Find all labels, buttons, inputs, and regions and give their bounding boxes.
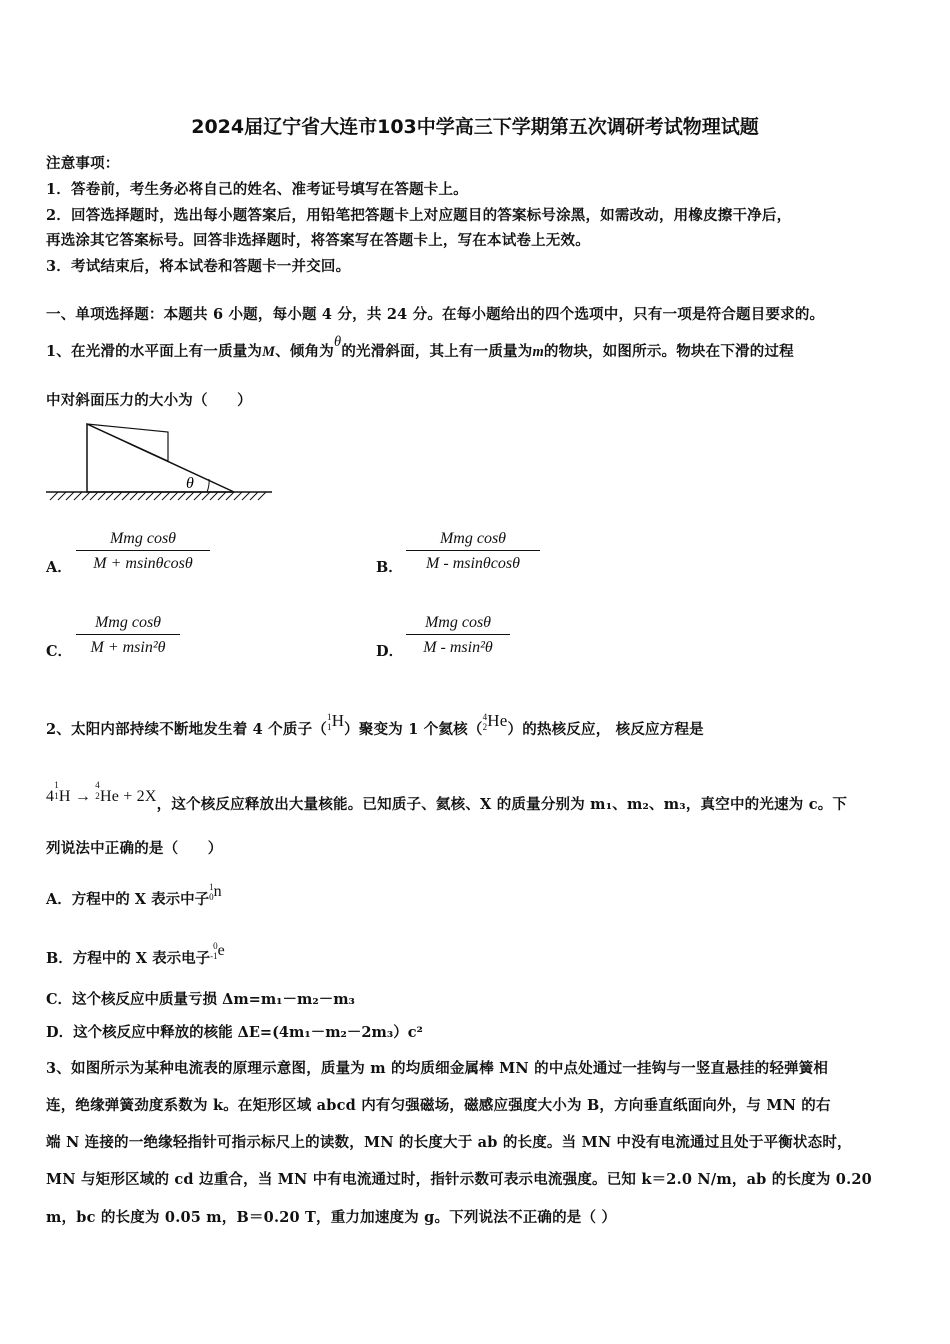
q3-line3: 端 N 连接的一绝缘轻指针可指示标尺上的读数，MN 的长度大于 ab 的长度。当 MN 中没有电流通过且处于平衡状态时，	[46, 1134, 852, 1151]
q2-option-a: A．方程中的 X 表示中子1 0n	[46, 882, 222, 908]
notice-item-2: 2．回答选择题时，选出每小题答案后，用铅笔把答题卡上对应题目的答案标号涂黑，如需改动，用橡皮擦干净后，	[46, 207, 792, 224]
q1-option-c-label: C．	[46, 643, 73, 660]
q3-line2: 连，绝缘弹簧劲度系数为 k。在矩形区域 abcd 内有匀强磁场，磁感应强度大小为 B，方向垂直纸面向外，与 MN 的右	[46, 1097, 831, 1114]
q3-line4: MN 与矩形区域的 cd 边重合，当 MN 中有电流通过时，指针示数可表示电流强度。已知 k＝2.0 N/m，ab 的长度为 0.20	[46, 1171, 872, 1188]
q1-option-d-label: D．	[376, 643, 404, 660]
helium-nuclide: 4 2He	[482, 711, 508, 732]
block-on-incline	[87, 424, 168, 461]
electron-nuclide: 0 -1e	[210, 941, 225, 961]
notice-item-2-cont: 再选涂其它答案标号。回答非选择题时，将答案写在答题卡上，写在本试卷上无效。	[46, 232, 590, 249]
neutron-nuclide: 1 0n	[209, 882, 222, 902]
angle-label: θ	[186, 475, 194, 492]
angle-arc	[207, 479, 209, 492]
q1-option-a-formula: Mmg cosθ M + msinθcosθ	[76, 530, 210, 573]
notice-item-1: 1．答卷前，考生务必将自己的姓名、准考证号填写在答题卡上。	[46, 181, 468, 198]
notice-heading: 注意事项：	[46, 155, 120, 172]
q2-option-b: B．方程中的 X 表示电子0 -1e	[46, 941, 225, 967]
q1-option-a-label: A．	[46, 559, 72, 576]
reaction-equation: 41 1H → 4 2He + 2X	[46, 780, 157, 805]
incline-figure	[44, 418, 276, 504]
section-heading: 一、单项选择题：本题共 6 小题，每小题 4 分，共 24 分。在每小题给出的四个选项中，只有一项是符合题目要求的。	[46, 306, 825, 323]
q3-line5: m，bc 的长度为 0.05 m，B＝0.20 T，重力加速度为 g。下列说法不正确的是（ ）	[46, 1209, 617, 1226]
ground-hatch	[50, 492, 266, 500]
q2-option-d: D．这个核反应中释放的核能 ΔE=(4m₁－m₂－2m₃）c²	[46, 1024, 423, 1041]
theta-symbol: θ	[334, 334, 342, 350]
q3-line1: 3、如图所示为某种电流表的原理示意图，质量为 m 的均质细金属棒 MN 的中点处通过一挂钩与一竖直悬挂的轻弹簧相	[46, 1060, 829, 1077]
q2-line2: 41 1H → 4 2He + 2X，这个核反应释放出大量核能。已知质子、氦核、X 的质量分别为 m₁、m₂、m₃，真空中的光速为 c。下	[46, 780, 848, 813]
q1-line2: 中对斜面压力的大小为（ ）	[46, 392, 252, 409]
q1-option-b-formula: Mmg cosθ M - msinθcosθ	[406, 530, 540, 573]
q1-option-c-formula: Mmg cosθ M + msin²θ	[76, 614, 180, 657]
q1-line1: 1、在光滑的水平面上有一质量为M、倾角为θ的光滑斜面，其上有一质量为m的物块，如图所示。物块在下滑的过程	[46, 334, 794, 360]
q2-option-c: C．这个核反应中质量亏损 Δm=m₁－m₂－m₃	[46, 991, 355, 1008]
q2-line1: 2、太阳内部持续不断地发生着 4 个质子（1 1H）聚变为 1 个氦核（4 2He）的热核反应， 核反应方程是	[46, 711, 704, 738]
page-title: 2024届辽宁省大连市103中学高三下学期第五次调研考试物理试题	[191, 116, 759, 138]
notice-item-3: 3．考试结束后，将本试卷和答题卡一并交回。	[46, 258, 351, 275]
q1-option-b-label: B．	[376, 559, 403, 576]
q1-option-d-formula: Mmg cosθ M - msin²θ	[406, 614, 510, 657]
q2-line3: 列说法中正确的是（ ）	[46, 840, 223, 857]
proton-nuclide: 1 1H	[326, 711, 345, 732]
